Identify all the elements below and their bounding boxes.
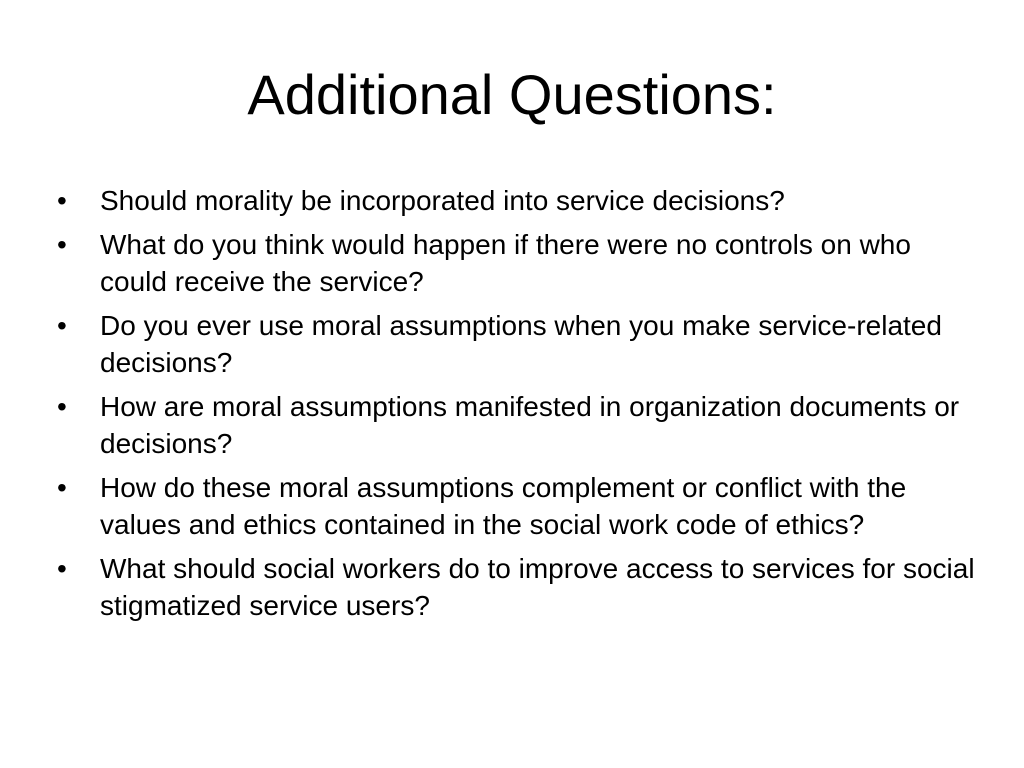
list-item	[57, 469, 977, 543]
bullet-text: What do you think would happen if there were no controls on who could receive the service?	[100, 229, 911, 297]
bullet-list	[57, 182, 977, 631]
slide-title: Additional Questions:	[247, 63, 777, 126]
bullet-icon: •	[57, 229, 67, 260]
list-item	[57, 550, 977, 624]
bullet-icon: •	[57, 185, 67, 216]
bullet-icon: •	[57, 553, 67, 584]
bullet-text: How do these moral assumptions complement or conflict with the values and ethics contained in the social work code of ethics?	[100, 472, 907, 540]
list-item	[57, 307, 977, 381]
bullet-icon: •	[57, 310, 67, 341]
bullet-icon: •	[57, 391, 67, 422]
bullet-icon: •	[57, 472, 67, 503]
bullet-text: What should social workers do to improve access to services for social stigmatized service users?	[100, 553, 975, 621]
list-item	[57, 182, 977, 219]
list-item	[57, 226, 977, 300]
bullet-text: How are moral assumptions manifested in organization documents or decisions?	[100, 391, 960, 459]
bullet-text: Should morality be incorporated into service decisions?	[100, 185, 785, 216]
list-item	[57, 388, 977, 462]
bullet-text: Do you ever use moral assumptions when you make service-related decisions?	[100, 310, 942, 378]
